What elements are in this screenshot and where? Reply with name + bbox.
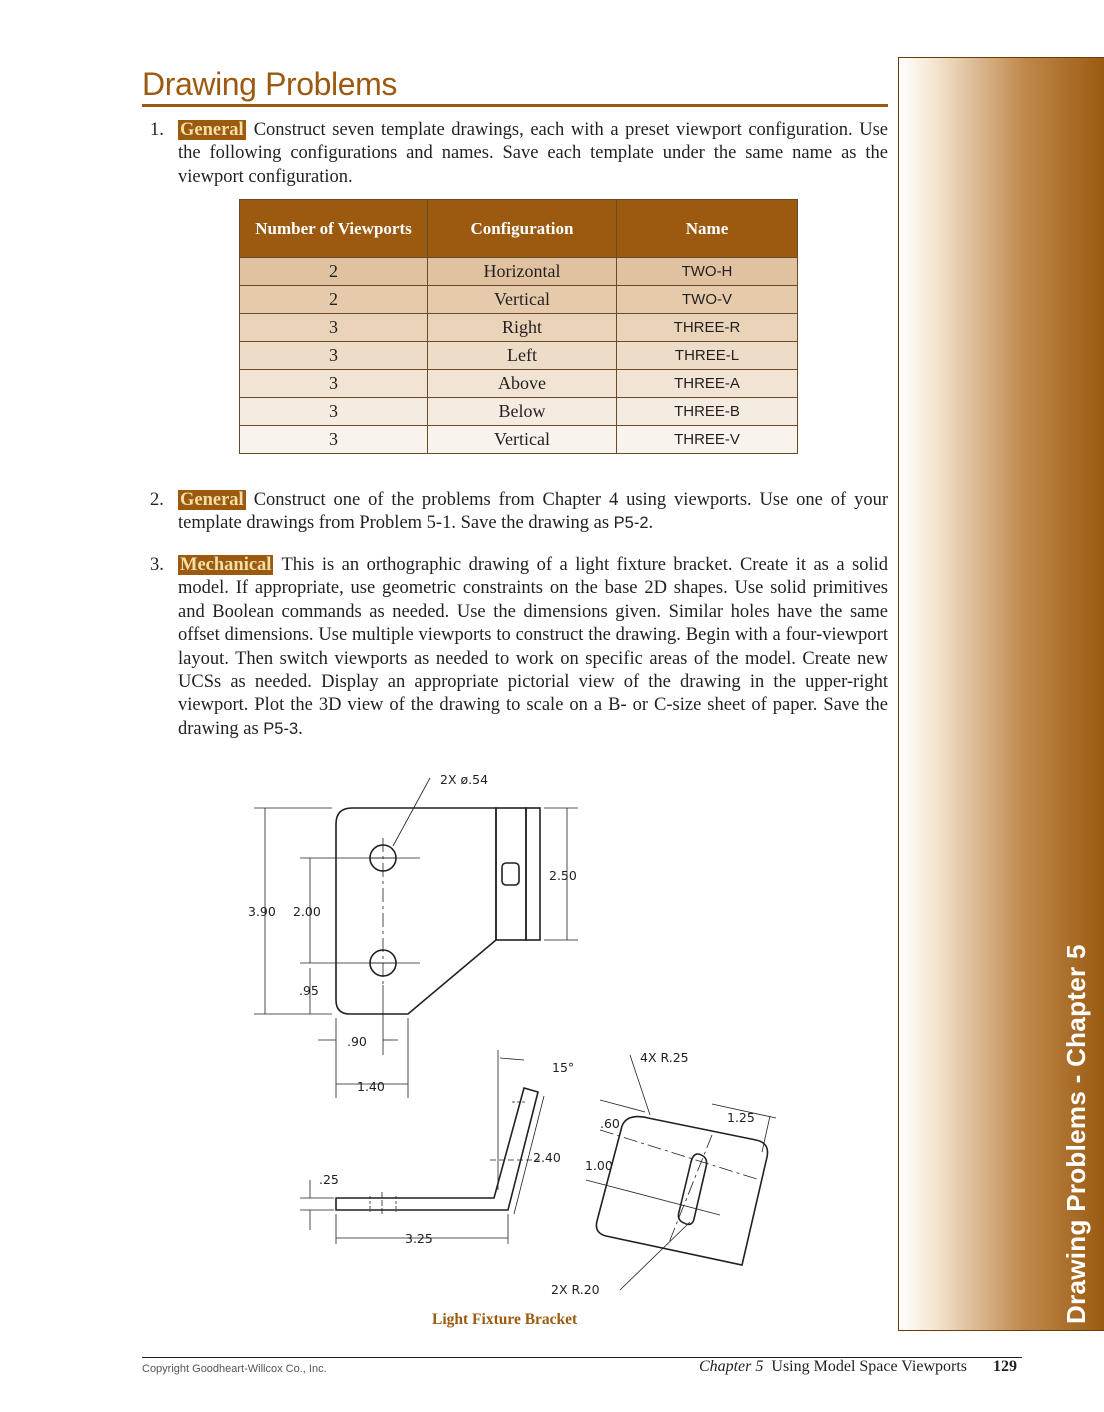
problem-category-tag: General	[180, 490, 244, 510]
auxiliary-view	[596, 1117, 767, 1265]
table-header-row	[240, 200, 798, 258]
cell-viewport-count: 3	[240, 426, 428, 454]
cell-name: THREE-A	[617, 370, 798, 398]
cell-viewport-count: 2	[240, 258, 428, 286]
side-view	[336, 1088, 538, 1210]
cell-configuration: Right	[428, 314, 617, 342]
cell-configuration: Vertical	[428, 286, 617, 314]
front-view	[336, 808, 540, 1014]
page-number: 129	[993, 1358, 1017, 1375]
cell-viewport-count: 3	[240, 314, 428, 342]
header-name: Name	[617, 200, 798, 258]
table-row	[240, 286, 798, 314]
cell-name: THREE-V	[617, 426, 798, 454]
cell-viewport-count: 3	[240, 398, 428, 426]
dim-1-00: 1.00	[585, 1158, 613, 1173]
auxiliary-view-dimensions	[586, 1055, 776, 1290]
figure-caption: Light Fixture Bracket	[432, 1311, 578, 1328]
chapter-label: Chapter 5	[698, 1358, 764, 1375]
problem-1	[142, 119, 888, 189]
dim-15-degrees: 15°	[552, 1060, 575, 1075]
cell-viewport-count: 3	[240, 342, 428, 370]
header-number-of-viewports: Number of Viewports	[240, 200, 428, 258]
chapter-title: Using Model Space Viewports	[771, 1358, 967, 1375]
cell-viewport-count: 3	[240, 370, 428, 398]
viewport-config-table	[239, 199, 798, 454]
dim-2x-radius: 2X R.20	[551, 1282, 600, 1297]
table-row	[240, 314, 798, 342]
dim-3-90: 3.90	[248, 904, 276, 919]
running-footer	[699, 1358, 1017, 1376]
dim-0-25: .25	[319, 1172, 339, 1187]
dim-4x-radius: 4X R.25	[640, 1050, 689, 1065]
problem-category-tag: General	[180, 120, 244, 140]
header-configuration: Configuration	[428, 200, 617, 258]
problem-text: Construct seven template drawings, each with a preset viewport configuration. Use the following configurations and names. Save each template under the same name as the viewport configuration.	[178, 120, 888, 187]
cell-name: THREE-B	[617, 398, 798, 426]
dim-hole-diameter: 2X ø.54	[440, 772, 489, 787]
dim-3-25: 3.25	[405, 1231, 433, 1246]
problem-filename: P5-2	[613, 514, 649, 533]
problem-category-tag: Mechanical	[180, 555, 272, 575]
heading-rule	[142, 104, 888, 107]
cell-viewport-count: 2	[240, 286, 428, 314]
page-heading: Drawing Problems	[142, 66, 398, 102]
problem-number: 3.	[150, 555, 164, 575]
problem-3	[142, 554, 888, 741]
dim-0-60: .60	[600, 1116, 620, 1131]
cell-configuration: Above	[428, 370, 617, 398]
problem-text-end: .	[298, 718, 303, 739]
dim-2-40: 2.40	[533, 1150, 561, 1165]
cell-name: THREE-L	[617, 342, 798, 370]
cell-configuration: Horizontal	[428, 258, 617, 286]
dim-2-00: 2.00	[293, 904, 321, 919]
table-row	[240, 398, 798, 426]
table-row	[240, 426, 798, 454]
bracket-orthographic-drawing	[230, 765, 810, 1305]
cell-name: THREE-R	[617, 314, 798, 342]
table-row	[240, 370, 798, 398]
table-row	[240, 342, 798, 370]
problem-filename: P5-3	[263, 719, 299, 738]
side-tab-title: Drawing Problems - Chapter 5	[1061, 944, 1091, 1324]
dim-0-95: .95	[299, 983, 319, 998]
cell-name: TWO-H	[617, 258, 798, 286]
dim-1-40: 1.40	[357, 1079, 385, 1094]
problem-number: 2.	[150, 490, 164, 510]
front-view-dimensions	[254, 778, 578, 1098]
dim-2-50: 2.50	[549, 868, 577, 883]
problem-text-end: .	[648, 513, 654, 534]
dim-1-25: 1.25	[727, 1110, 755, 1125]
cell-configuration: Vertical	[428, 426, 617, 454]
table-body	[240, 258, 798, 454]
table-row	[240, 258, 798, 286]
problem-text: This is an orthographic drawing of a light fixture bracket. Create it as a solid model. If appropriate, use geometric constraints on the base 2D shapes. Use solid primitives and Boolean commands as needed. Use the dimensions given. Similar holes have the same offset dimensions. Use multiple viewports to construct the drawing. Begin with a four-viewport layout. Then switch viewports as needed to work on specific areas of the model. Create new UCSs as needed. Display an appropriate pictorial view of the drawing in the upper-right viewport. Plot the 3D view of the drawing to scale on a B- or C-size sheet of paper. Save the drawing as	[178, 555, 888, 739]
copyright-notice: Copyright Goodheart-Willcox Co., Inc.	[142, 1363, 327, 1375]
dim-0-90: .90	[347, 1034, 367, 1049]
problem-text: Construct one of the problems from Chapter 4 using viewports. Use one of your template drawings from Problem 5-1. Save the drawing as	[178, 490, 888, 534]
problem-2	[142, 489, 888, 536]
cell-configuration: Left	[428, 342, 617, 370]
problem-number: 1.	[150, 120, 164, 140]
cell-name: TWO-V	[617, 286, 798, 314]
cell-configuration: Below	[428, 398, 617, 426]
